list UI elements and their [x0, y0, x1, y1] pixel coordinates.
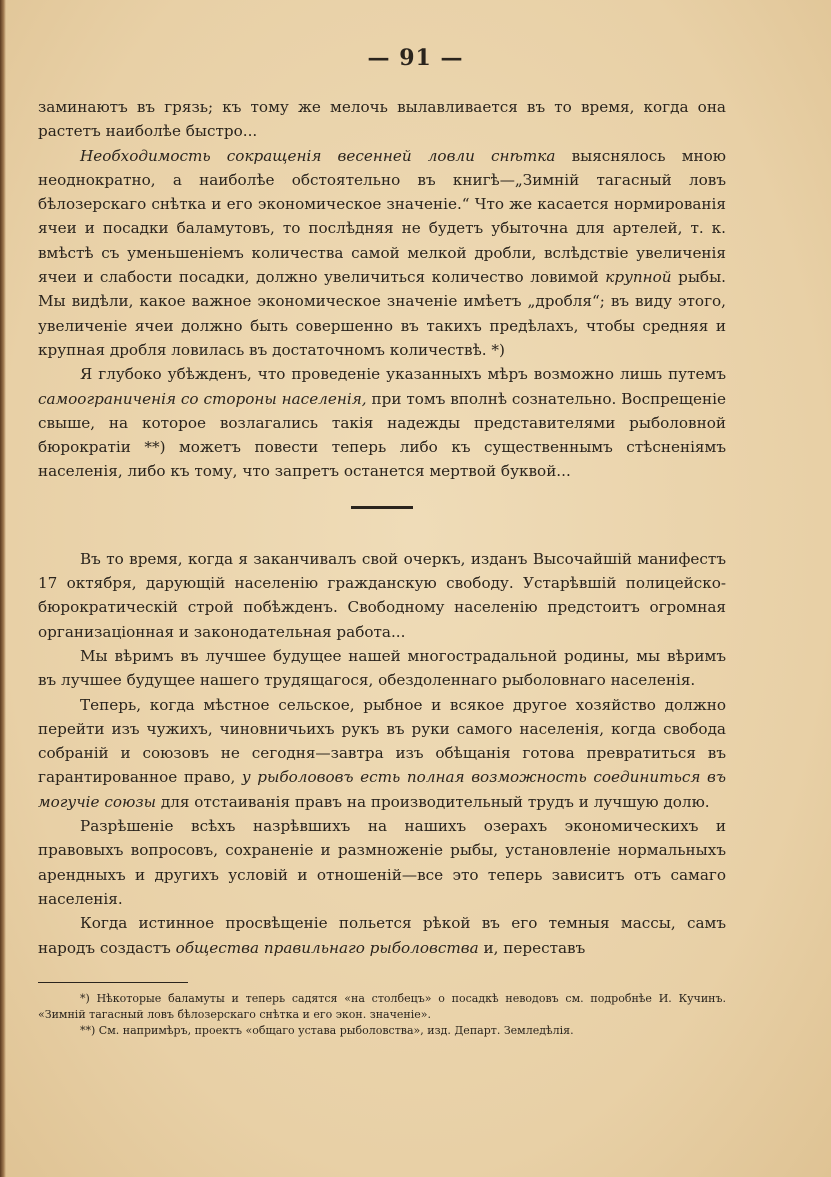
paragraph-p0: [38, 95, 726, 144]
italic-text: у рыболововъ есть полная возможность соединиться въ могучіе союзы: [38, 768, 726, 811]
paragraph-p5: [38, 693, 726, 814]
text-run: Мы вѣримъ въ лучшее будущее нашей многострадальной родины, мы вѣримъ въ лучшее будущее нашего трудящагося, обездоленнаго рыболовнаго населенія.: [38, 646, 726, 690]
text-block-top: [38, 95, 726, 484]
paragraph-p6: [38, 814, 726, 911]
italic-text: самоограниченія со стороны населенія,: [38, 389, 367, 408]
text-run: выяснялось мною неоднократно, а наиболѣе обстоятельно въ книгѣ—„Зимній тагасный ловъ бѣлозерскаго снѣтка и его экономическое значеніе.“ Что же касается нормированія ячеи и посадки баламутовъ, то послѣдняя не будетъ убыточна для артелей, т. к. вмѣстѣ съ уменьшеніемъ количества самой мелкой дробли, вслѣдствіе увеличенія ячеи и слабости посадки, должно увеличиться количество ловимой: [38, 146, 726, 287]
text-run: для отстаиванія правъ на производительный трудъ и лучшую долю.: [156, 792, 710, 811]
footnote-1: *) Нѣкоторые баламуты и теперь садятся «на столбецъ» о посадкѣ неводовъ см. подробнѣе И. Кучинъ. «Зимній тагасный ловъ бѣлозерскаго снѣтка и его экон. значеніе».: [38, 991, 726, 1021]
paragraph-p7: [38, 911, 726, 960]
text-run: Разрѣшеніе всѣхъ назрѣвшихъ на нашихъ озерахъ экономическихъ и правовыхъ вопросовъ, сохраненіе и размноженіе рыбы, установленіе нормальныхъ арендныхъ и другихъ условій и отношеній—все это теперь зависитъ отъ самаго населенія.: [38, 817, 726, 908]
text-run: Въ то время, когда я заканчивалъ свой очеркъ, изданъ Высочайшій манифестъ 17 октября, дарующій населенію гражданскую свободу. Устарѣвшій полицейско-бюрократическій строй побѣжденъ. Свободному населенію предстоитъ огромная организаціонная и законодательная работа...: [38, 549, 726, 641]
text-run: Я глубоко убѣжденъ, что проведеніе указанныхъ мѣръ возможно лишь путемъ: [80, 365, 726, 384]
paragraph-p1: [38, 144, 726, 363]
paragraph-p3: [38, 547, 726, 644]
italic-text: Необходимость сокращенія весенней ловли снѣтка: [80, 146, 556, 165]
text-run: рыбы. Мы видѣли, какое важное экономическое значеніе имѣетъ „дробля“; въ виду этого, увеличеніе ячеи должно быть совершенно въ такихъ предѣлахъ, чтобы средняя и крупная дробля ловилась въ достаточномъ количествѣ. *): [38, 268, 726, 359]
text-block-bottom: [38, 547, 726, 960]
footnote-2: **) См. напримѣръ, проектъ «общаго устава рыболовства», изд. Департ. Земледѣлія.: [80, 1023, 574, 1037]
text-run: Теперь, когда мѣстное сельское, рыбное и всякое другое хозяйство должно перейти изъ чужихъ, чиновничьихъ рукъ въ руки самого населенія, когда свобода собраній и союзовъ не сегодня—завтра изъ обѣщанія готова превратиться въ гарантированное право,: [38, 695, 726, 787]
text-run: Когда истинное просвѣщеніе польется рѣкой въ его темныя массы, самъ народъ создастъ: [38, 914, 726, 957]
page-body: [38, 95, 726, 1039]
footnote-divider: [38, 982, 188, 983]
paragraph-p4: [38, 644, 726, 693]
section-divider: [351, 506, 413, 509]
text-run: заминаютъ въ грязь; къ тому же мелочь вылавливается въ то время, когда она растетъ наиболѣе быстро...: [38, 98, 726, 141]
book-spine-shadow: [0, 0, 6, 1177]
page-number: — 91 —: [367, 45, 464, 71]
italic-text: крупной: [605, 268, 672, 287]
footnotes: [38, 991, 726, 1039]
paragraph-p2: [38, 362, 726, 483]
text-run: при томъ вполнѣ сознательно. Воспрещеніе свыше, на которое возлагались такія надежды представителями рыболовной бюрократіи **) можетъ повести теперь либо къ существеннымъ стѣсненіямъ населенія, либо къ тому, что запретъ останется мертвой буквой...: [38, 389, 726, 481]
italic-text: общества правильнаго рыболовства: [175, 938, 479, 957]
text-run: и, переставъ: [478, 938, 586, 957]
